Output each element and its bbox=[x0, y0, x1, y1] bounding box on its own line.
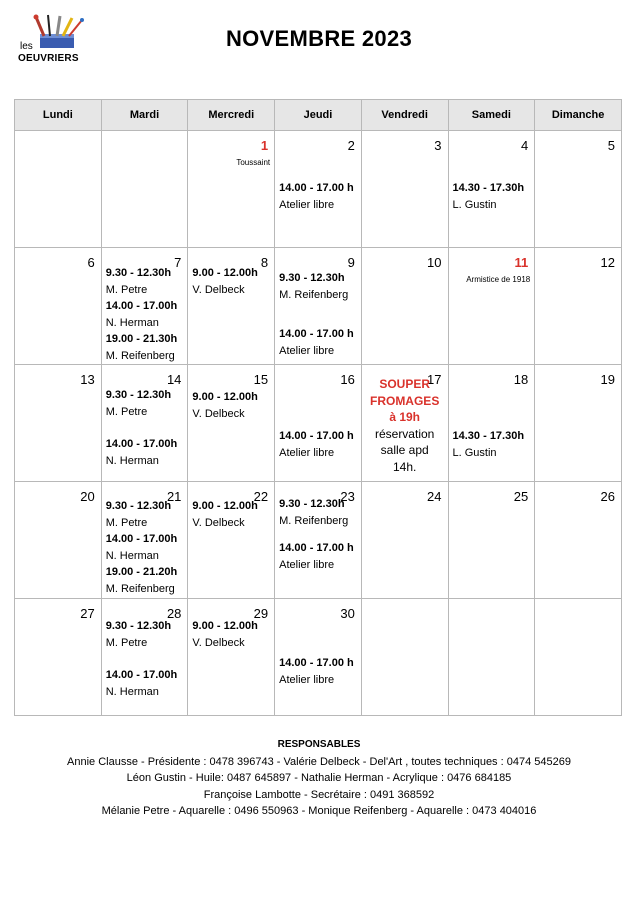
day-number: 26 bbox=[600, 489, 615, 504]
day-cell bbox=[15, 599, 102, 716]
weekday-header: Samedi bbox=[448, 100, 535, 131]
day-number: 9 bbox=[347, 255, 355, 270]
footer-heading: RESPONSABLES bbox=[277, 739, 361, 750]
event-host: M. Petre bbox=[105, 636, 148, 649]
event bbox=[106, 498, 186, 531]
calendar-table bbox=[14, 99, 622, 716]
event bbox=[106, 436, 186, 469]
event bbox=[106, 667, 186, 700]
event-host: M. Petre bbox=[105, 283, 148, 296]
day-number: 24 bbox=[427, 489, 442, 504]
event bbox=[106, 618, 186, 651]
event-time: 9.30 - 12.30h bbox=[105, 500, 172, 512]
day-cell bbox=[15, 131, 102, 248]
event-time: 14.00 - 17.00 h bbox=[279, 657, 354, 669]
weekday-header: Dimanche bbox=[535, 100, 622, 131]
special-text: salle apd bbox=[380, 443, 429, 457]
logo-les: les bbox=[20, 41, 33, 52]
day-cell bbox=[275, 365, 362, 482]
event-host: Atelier libre bbox=[279, 558, 335, 571]
day-cell bbox=[188, 248, 275, 365]
day-number: 21 bbox=[166, 489, 182, 504]
day-number: 2 bbox=[347, 138, 355, 153]
special-highlight: à 19h bbox=[389, 410, 420, 424]
day-number: 13 bbox=[80, 372, 95, 387]
event bbox=[106, 531, 186, 564]
day-cell bbox=[188, 131, 275, 248]
day-cell bbox=[361, 248, 448, 365]
day-number: 25 bbox=[513, 489, 529, 504]
footer bbox=[0, 737, 638, 820]
day-number: 19 bbox=[600, 372, 615, 387]
event-host: N. Herman bbox=[105, 549, 159, 562]
day-cell bbox=[188, 599, 275, 716]
event bbox=[279, 180, 359, 213]
event bbox=[192, 498, 272, 531]
day-number: 20 bbox=[80, 489, 95, 504]
day-cell bbox=[361, 131, 448, 248]
event-host: Atelier libre bbox=[279, 673, 335, 686]
day-cell bbox=[15, 248, 102, 365]
page-title: NOVEMBRE 2023 bbox=[225, 26, 413, 51]
week-row bbox=[15, 248, 622, 365]
day-cell bbox=[275, 131, 362, 248]
day-cell bbox=[15, 482, 102, 599]
holiday-label: Toussaint bbox=[236, 158, 271, 167]
event-time: 14.00 - 17.00 h bbox=[279, 430, 354, 442]
event-time: 9.00 - 12.00h bbox=[192, 620, 258, 632]
day-number: 17 bbox=[427, 372, 442, 387]
event-host: L. Gustin bbox=[452, 446, 497, 459]
day-cell bbox=[361, 482, 448, 599]
event bbox=[106, 387, 186, 420]
day-cell bbox=[101, 365, 188, 482]
event-time: 19.00 - 21.20h bbox=[105, 566, 178, 578]
day-number: 3 bbox=[434, 138, 442, 153]
special-event bbox=[362, 376, 448, 475]
day-cell bbox=[361, 599, 448, 716]
event-host: M. Reifenberg bbox=[105, 349, 175, 362]
event-time: 9.30 - 12.30h bbox=[279, 498, 345, 510]
event-time: 14.00 - 17.00 h bbox=[279, 542, 354, 554]
day-cell bbox=[535, 365, 622, 482]
week-row bbox=[15, 131, 622, 248]
event-time: 9.30 - 12.30h bbox=[105, 389, 172, 401]
week-row bbox=[15, 482, 622, 599]
footer-line: Annie Clausse - Présidente : 0478 396743 - Valérie Delbeck - Del'Art , toutes techniques : 0474 545269 bbox=[67, 755, 571, 768]
day-cell bbox=[448, 365, 535, 482]
event-time: 9.00 - 12.00h bbox=[192, 391, 258, 403]
day-number: 12 bbox=[600, 255, 615, 270]
day-number: 10 bbox=[427, 255, 442, 270]
event bbox=[279, 540, 359, 573]
day-number: 18 bbox=[513, 372, 529, 387]
event-host: V. Delbeck bbox=[192, 636, 245, 649]
weekday-header-row bbox=[15, 100, 622, 131]
event-time: 14.00 - 17.00h bbox=[105, 669, 178, 681]
day-number: 30 bbox=[340, 606, 355, 621]
event bbox=[192, 389, 272, 422]
event-host: N. Herman bbox=[105, 685, 159, 698]
event-host: L. Gustin bbox=[452, 198, 497, 211]
event bbox=[453, 428, 533, 461]
event-time: 14.00 - 17.00h bbox=[105, 300, 178, 312]
day-number: 15 bbox=[253, 372, 269, 387]
event-host: M. Petre bbox=[105, 516, 148, 529]
weekday-header: Lundi bbox=[15, 100, 102, 131]
event bbox=[192, 265, 272, 298]
day-cell bbox=[188, 482, 275, 599]
day-number: 22 bbox=[253, 489, 269, 504]
event bbox=[106, 265, 186, 298]
weekday-header: Jeudi bbox=[275, 100, 362, 131]
event-time: 9.00 - 12.00h bbox=[192, 267, 258, 279]
weekday-header: Vendredi bbox=[361, 100, 448, 131]
event bbox=[453, 180, 533, 213]
day-number: 7 bbox=[174, 255, 182, 270]
day-number: 14 bbox=[166, 372, 182, 387]
event-host: Atelier libre bbox=[279, 198, 335, 211]
day-number: 4 bbox=[520, 138, 529, 153]
day-number: 23 bbox=[340, 489, 355, 504]
event-host: M. Reifenberg bbox=[279, 514, 349, 527]
event-time: 9.30 - 12.30h bbox=[279, 272, 345, 284]
event bbox=[279, 428, 359, 461]
day-cell bbox=[101, 482, 188, 599]
event-host: M. Reifenberg bbox=[279, 288, 349, 301]
event-host: V. Delbeck bbox=[192, 283, 245, 296]
event-time: 14.00 - 17.00 h bbox=[279, 328, 354, 340]
day-number: 11 bbox=[514, 255, 529, 270]
footer-line: Léon Gustin - Huile: 0487 645897 - Nathalie Herman - Acrylique : 0476 684185 bbox=[126, 772, 512, 784]
event-host: V. Delbeck bbox=[192, 407, 245, 420]
event-host: V. Delbeck bbox=[192, 516, 245, 529]
day-cell bbox=[275, 248, 362, 365]
event bbox=[106, 298, 186, 331]
event bbox=[106, 331, 186, 364]
event-host: M. Reifenberg bbox=[105, 582, 175, 595]
day-cell bbox=[188, 365, 275, 482]
day-cell bbox=[535, 248, 622, 365]
day-number: 5 bbox=[607, 138, 615, 153]
day-cell bbox=[101, 131, 188, 248]
day-number: 27 bbox=[80, 606, 95, 621]
footer-line: Mélanie Petre - Aquarelle : 0496 550963 - Monique Reifenberg - Aquarelle : 0473 404016 bbox=[101, 805, 537, 817]
day-cell bbox=[535, 482, 622, 599]
weekday-header: Mardi bbox=[101, 100, 188, 131]
week-row bbox=[15, 365, 622, 482]
event-time: 19.00 - 21.30h bbox=[105, 333, 178, 345]
special-text: 14h. bbox=[392, 459, 417, 474]
day-number: 16 bbox=[340, 372, 355, 387]
footer-line: Françoise Lambotte - Secrétaire : 0491 368592 bbox=[203, 788, 435, 801]
event bbox=[279, 496, 359, 529]
event-time: 14.00 - 17.00h bbox=[105, 533, 178, 545]
day-cell bbox=[448, 131, 535, 248]
weekday-header: Mercredi bbox=[188, 100, 275, 131]
event-host: M. Petre bbox=[105, 405, 148, 418]
day-cell bbox=[448, 248, 535, 365]
day-cell bbox=[101, 599, 188, 716]
day-cell bbox=[361, 365, 448, 482]
day-number: 29 bbox=[253, 606, 269, 621]
day-number: 8 bbox=[260, 255, 269, 270]
day-number: 28 bbox=[166, 606, 182, 621]
day-cell bbox=[275, 482, 362, 599]
day-number: 1 bbox=[260, 138, 269, 153]
event-time: 14.00 - 17.00 h bbox=[279, 182, 354, 194]
special-highlight: SOUPER bbox=[379, 377, 430, 391]
event-host: Atelier libre bbox=[279, 344, 335, 357]
event-host: Atelier libre bbox=[279, 446, 335, 459]
special-text: réservation bbox=[374, 426, 435, 441]
day-cell bbox=[275, 599, 362, 716]
event-host: N. Herman bbox=[105, 316, 159, 329]
holiday-label: Armistice de 1918 bbox=[466, 275, 531, 284]
event-time: 9.30 - 12.30h bbox=[105, 620, 172, 632]
event bbox=[279, 270, 359, 303]
day-cell bbox=[15, 365, 102, 482]
logo-name: OEUVRIERS bbox=[18, 53, 79, 64]
event-host: N. Herman bbox=[105, 454, 159, 467]
event bbox=[279, 655, 359, 688]
event bbox=[106, 564, 186, 597]
day-number: 6 bbox=[87, 255, 95, 270]
event-time: 9.00 - 12.00h bbox=[192, 500, 258, 512]
calendar-body bbox=[15, 131, 622, 716]
event-time: 14.00 - 17.00h bbox=[105, 438, 178, 450]
day-cell bbox=[535, 599, 622, 716]
day-cell bbox=[448, 482, 535, 599]
event-time: 14.30 - 17.30h bbox=[452, 182, 525, 194]
special-highlight: FROMAGES bbox=[369, 393, 440, 408]
week-row bbox=[15, 599, 622, 716]
event-time: 14.30 - 17.30h bbox=[452, 430, 525, 442]
day-cell bbox=[448, 599, 535, 716]
event-time: 9.30 - 12.30h bbox=[105, 267, 172, 279]
day-cell bbox=[101, 248, 188, 365]
day-cell bbox=[535, 131, 622, 248]
event bbox=[279, 326, 359, 359]
event bbox=[192, 618, 272, 651]
